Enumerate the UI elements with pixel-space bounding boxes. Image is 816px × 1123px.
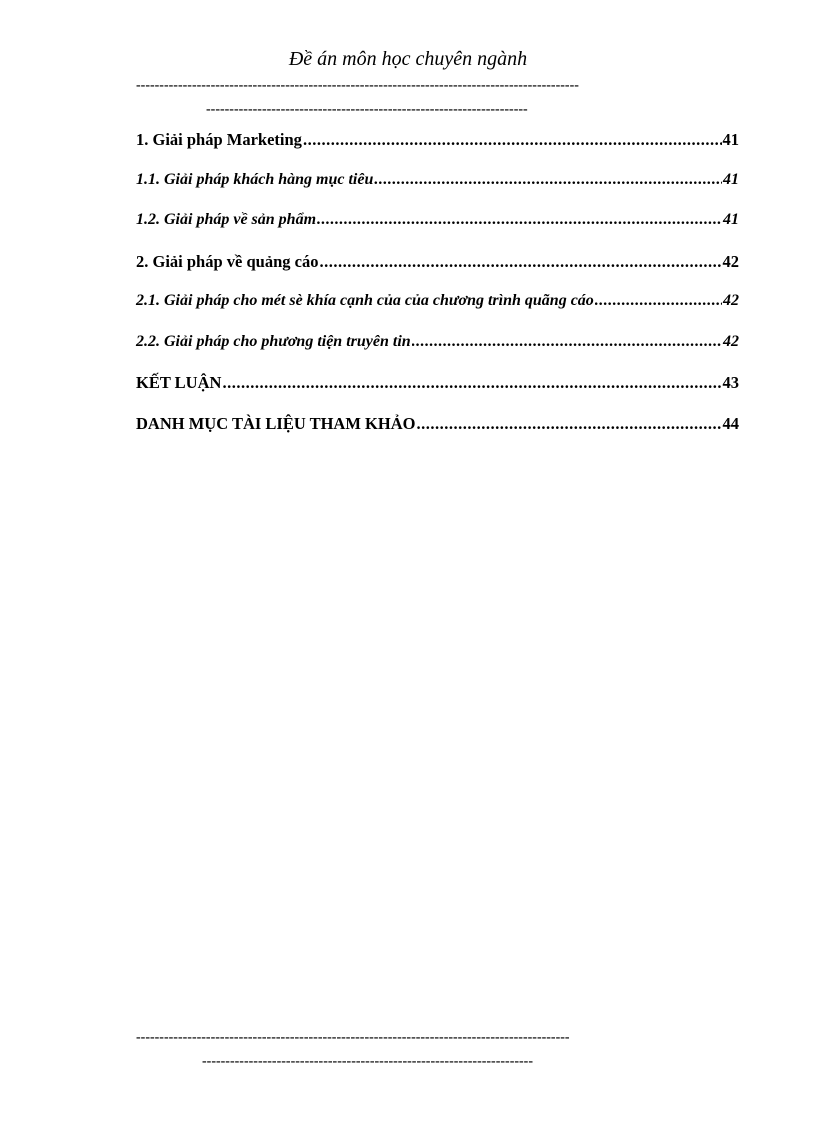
page-header-title: Đề án môn học chuyên ngành [288,48,528,70]
toc-leader-dots [222,373,721,393]
toc-leader-dots [319,252,721,272]
toc-entry-page: 42 [723,332,739,350]
toc-entry[interactable] [136,373,739,414]
toc-entry-label: 2.2. Giải pháp cho phương tiện truyên tin [136,332,411,350]
footer-divider-line-1: --------------------------------------------------------------------------------------------- [136,1030,570,1045]
toc-entry[interactable] [136,292,739,333]
toc-entry[interactable] [136,414,739,455]
toc-leader-dots [317,211,722,229]
toc-entry[interactable] [136,171,739,212]
toc-entry-page: 41 [723,170,739,188]
toc-entry-label: 1. Giải pháp Marketing [136,130,302,149]
toc-entry-page: 41 [723,211,739,228]
toc-entry-label: DANH MỤC TÀI LIỆU THAM KHẢO [136,413,416,433]
toc-entry-label: 1.2. Giải pháp về sản phẩm [136,211,317,228]
toc-leader-dots [412,333,722,351]
toc-entry-label: KẾT LUẬN [136,373,222,392]
toc-entry-page: 42 [723,292,739,309]
table-of-contents [136,130,739,454]
toc-leader-dots [595,292,722,310]
toc-entry-label: 1.1. Giải pháp khách hàng mục tiêu [136,170,374,188]
toc-entry-page: 44 [722,413,739,433]
toc-entry[interactable] [136,333,739,374]
toc-entry[interactable] [136,130,739,171]
toc-leader-dots [374,171,722,189]
toc-entry[interactable] [136,211,739,252]
header-divider-line-1: ----------------------------------------------------------------------------------------------- [136,78,579,93]
toc-entry-page: 42 [722,251,739,271]
toc-entry-label: 2.1. Giải pháp cho mét sè khía cạnh của của chương trình quãng cáo [136,292,594,309]
toc-entry-label: 2. Giải pháp về quảng cáo [136,251,319,271]
header-divider-line-2: --------------------------------------------------------------------- [206,102,528,117]
toc-entry-page: 43 [722,373,739,392]
footer-divider-line-2: ----------------------------------------------------------------------- [202,1054,534,1069]
toc-entry[interactable] [136,252,739,293]
toc-leader-dots [416,414,721,434]
toc-entry-page: 41 [722,130,739,149]
toc-leader-dots [303,130,722,150]
